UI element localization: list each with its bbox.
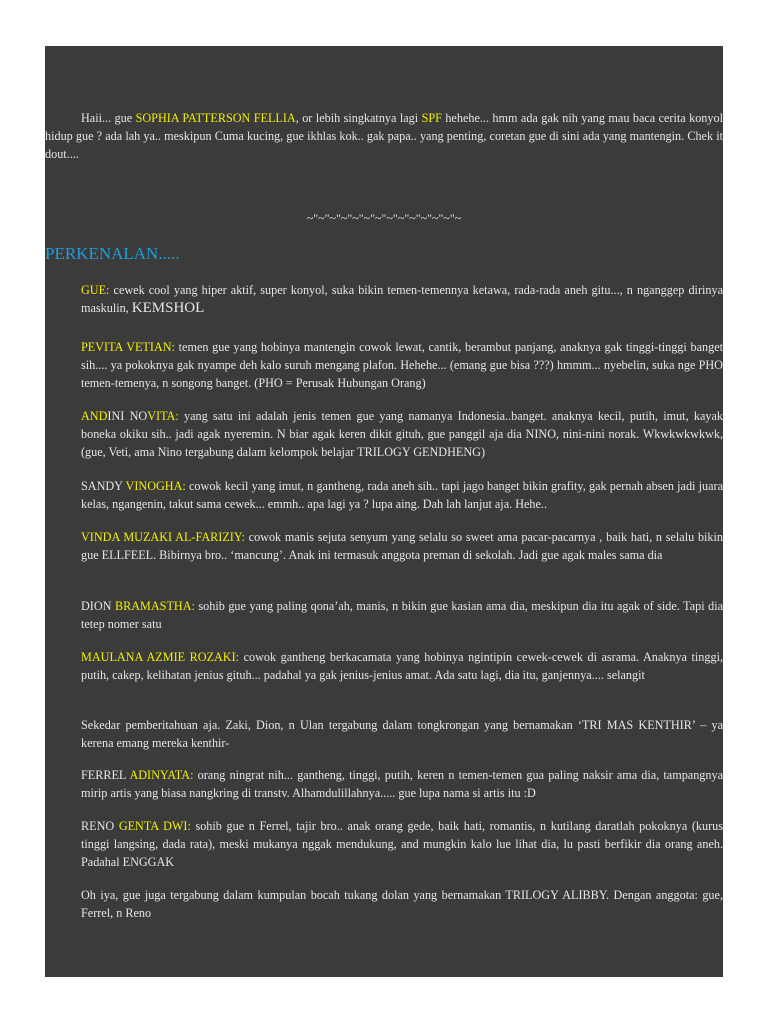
entry-vinda [81,528,723,564]
intro-name: SOPHIA PATTERSON FELLIA [135,111,296,125]
entry-text: temen gue yang hobinya mantengin cowok lewat, cantik, berambut panjang, anaknya gak tinggi-tinggi banget sih.... ya pokoknya gak nyampe deh kalo suruh mengang plafon. Hehehe... (emang gue bisa ???) hmmm... nyebelin, suka nge PHO temen-temenya, n songong banget. (PHO = Perusak Hubungan Orang) [81,340,723,390]
entry-text: cewek cool yang hiper aktif, super konyol, suka bikin temen-temennya ketawa, rada-rada aneh gitu..., n nganggep dirinya maskulin, [81,283,723,315]
closing-paragraph: Oh iya, gue juga tergabung dalam kumpulan bocah tukang dolan yang bernamakan TRILOGY ALIBBY. Dengan anggota: gue, Ferrel, n Reno [81,888,723,920]
entry-name-part: AND [81,409,108,423]
group-note: Sekedar pemberitahuan aja. Zaki, Dion, n Ulan tergabung dalam tongkrongan yang bernamakan ‘TRI MAS KENTHIR’ – ya kerena emang mereka kenthir- [81,718,723,750]
intro-paragraph [45,109,723,163]
entry-name: ADINYATA: [129,768,194,782]
intro-abbr: SPF [421,111,442,125]
entry-text: cowok manis sejuta senyum yang selalu so sweet ama pacar-pacarnya , baik hati, n selalu bikin gue ELLFEEL. Bibirnya bro.. ‘mancung’. Anak ini termasuk anggota preman di sekolah. Jadi gue agak males sama dia [81,530,723,562]
tilde-divider: ~"~"~"~"~"~"~"~"~"~"~"~"~"~ [306,211,462,225]
entry-text: sohib gue yang paling qona’ah, manis, n bikin gue kasian ama dia, meskipun dia itu agak of side. Tapi dia tetep nomer satu [81,599,723,631]
entry-name-part: VITA: [147,409,179,423]
entry-name: MAULANA AZMIE ROZAKI: [81,650,240,664]
entry-text: cowok gantheng berkacamata yang hobinya ngintipin cewek-cewek di asrama. Anaknya tinggi, putih, cakep, kelihatan jenius gituh... padahal ya gak jenius-jenius amat. Ada satu lagi, dia itu, ganjennya.... selangit [81,650,723,682]
entry-text: yang satu ini adalah jenis temen gue yang namanya Indonesia..banget. anaknya kecil, putih, imut, kayak boneka okiku sih.. jadi agak nyeremin. N biar agak keren dikit gituh, gue panggil aja dia NINO, nini-nini norak. Wkwkwkwkwk, (gue, Veti, ama Nino tergabung dalam kelompok belajar TRILOGY GENDHENG) [81,409,723,459]
entry-text: sohib gue n Ferrel, tajir bro.. anak orang gede, baik hati, romantis, n kutilang daratlah pokoknya (kurus tinggi langsing, dada rata), meski mukanya nggak mendukung, and mungkin kalo lue lihat dia, lu pasti berfikir dia orang aneh. Padahal ENGGAK [81,819,723,869]
intro-text-2: , or lebih singkatnya lagi [295,111,422,125]
entry-name: PEVITA VETIAN: [81,340,175,354]
entry-sandy [81,477,723,513]
document-page [45,46,723,977]
entry-text: orang ningrat nih... gantheng, tinggi, putih, keren n temen-temen gua paling naksir ama dia, tampangnya mirip artis yang biasa nangkring di transtv. Alhamdulillahnya..... gue lupa nama si artis itu :D [81,768,723,800]
entry-maulana [81,648,723,684]
entry-name: VINOGHA: [125,479,186,493]
entry-name-plain: INI NO [107,409,148,423]
entry-pevita [81,338,723,392]
intro-text-3: hehehe... hmm ada gak nih yang mau baca cerita konyol hidup gue ? ada lah ya.. meskipun Cuma kucing, gue ikhlas kok.. gak papa.. yang penting, coretan gue di sini ada yang mantengin. Chek it dout.... [45,111,723,161]
entry-emphasis: KEMSHOL [131,300,205,316]
section-heading: PERKENALAN..... [45,244,180,263]
entry-name: BRAMASTHA: [114,599,195,613]
entry-name: VINDA MUZAKI AL-FARIZIY: [81,530,245,544]
entry-text: cowok kecil yang imut, n gantheng, rada aneh sih.. tapi jago banget bikin grafity, gak pernah absen jadi juara kelas, ngangenin, takut sama cewek... emmh.. apa lagi ya ? lupa aing. Dah lah lanjut aja. Hehe.. [81,479,723,511]
entry-name-plain: SANDY [81,479,126,493]
intro-text-1: Haii... gue [81,111,136,125]
entry-name-plain: FERREL [81,768,130,782]
entry-name: GUE: [81,283,110,297]
entry-dion [81,597,723,633]
entry-name: GENTA DWI: [118,819,191,833]
entry-name-plain: RENO [81,819,119,833]
entry-reno [81,817,723,871]
entry-andini [81,407,723,461]
entry-gue [81,281,723,317]
entry-ferrel [81,766,723,802]
entry-name-plain: DION [81,599,115,613]
